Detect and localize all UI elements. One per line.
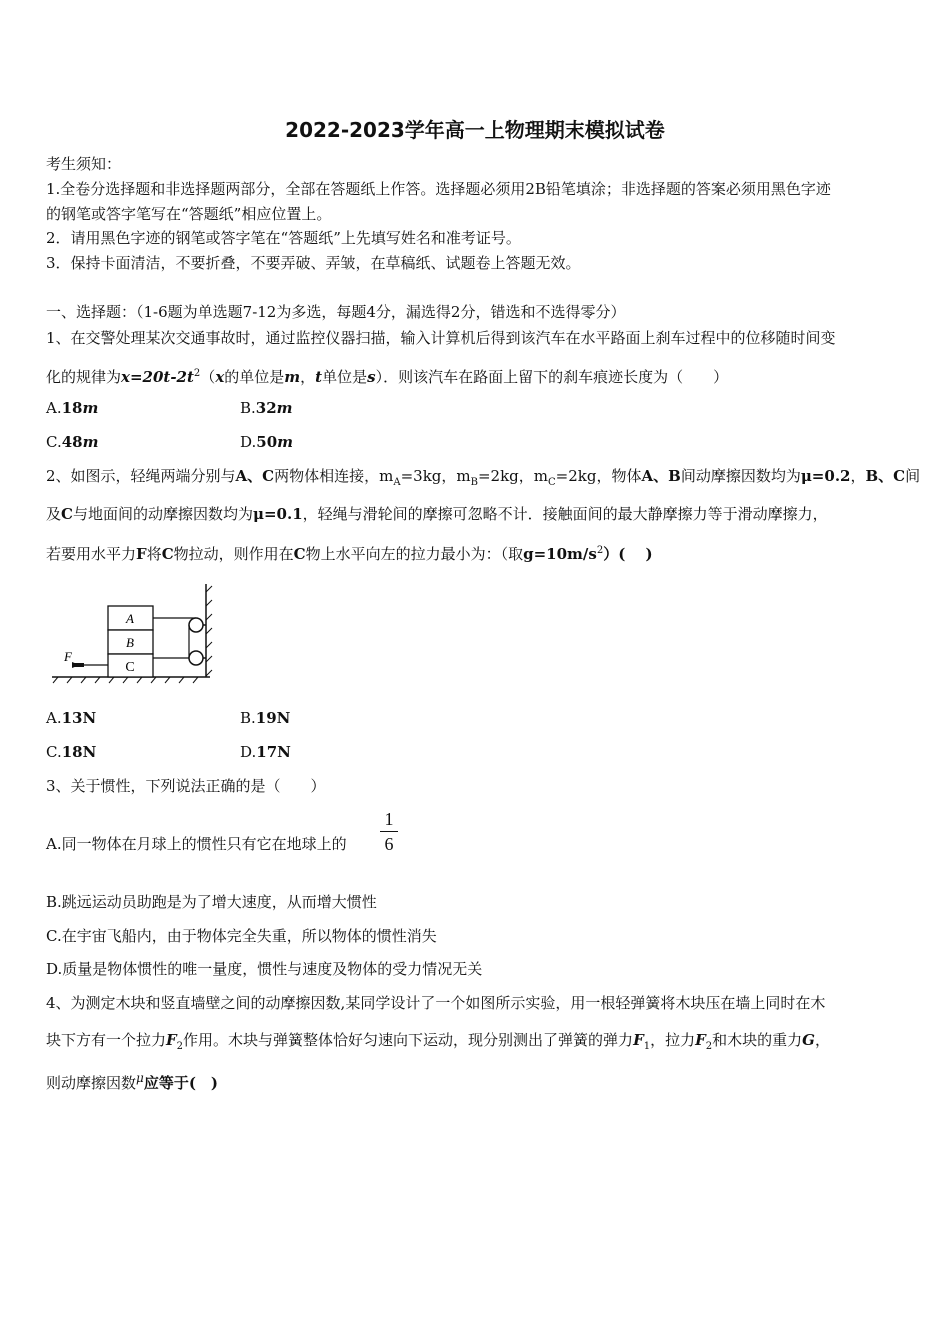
q4-stem-line2: 块下方有一个拉力$F_2$作用。木块与弹簧整体恰好匀速向下运动，现分别测出了弹簧的弹力$F_1$，拉力$F_2$和木块的重力G， bbox=[46, 1031, 830, 1052]
q2-stem-line3: 若要用水平力F将C物拉动，则作用在C物上水平向左的拉力最小为：（取$g=10m/s^2$）( ) bbox=[46, 545, 653, 563]
q3-option-b: B.跳远运动员助跑是为了增大速度，从而增大惯性 bbox=[46, 893, 377, 911]
pulley-lower bbox=[189, 651, 203, 665]
q3-option-a: A.同一物体在月球上的惯性只有它在地球上的 bbox=[46, 835, 347, 853]
label-c: C bbox=[125, 660, 135, 675]
q1-stem-line2: 化的规律为$x=20t-2t^2(x$的单位是m，t单位是s）．则该汽车在路面上留下的刹车痕迹长度为（ ） bbox=[46, 368, 729, 386]
q1-option-c: C.48m bbox=[46, 433, 99, 451]
section-heading: 一、选择题：（1-6题为单选题7-12为多选，每题4分，漏选得2分，错选和不选得零分） bbox=[46, 303, 626, 321]
q4-stem-line3: 则动摩擦因数$^\mu$应等于( ) bbox=[46, 1071, 219, 1092]
notice-item-2: 2．请用黑色字迹的钢笔或答字笔在“答题纸”上先填写姓名和准考证号。 bbox=[46, 229, 521, 247]
q1-stem-line1: 1、在交警处理某次交通事故时，通过监控仪器扫描，输入计算机后得到该汽车在水平路面上刹车过程中的位移随时间变 bbox=[46, 329, 836, 347]
q2-stem-line2: 及C与地面间的动摩擦因数均为μ=0.1，轻绳与滑轮间的摩擦可忽略不计．接触面间的最大静摩擦力等于滑动摩擦力， bbox=[46, 505, 828, 523]
label-b: B bbox=[126, 635, 134, 650]
notice-item-3: 3．保持卡面清洁，不要折叠，不要弄破、弄皱，在草稿纸、试题卷上答题无效。 bbox=[46, 254, 581, 272]
label-f: F bbox=[64, 649, 72, 664]
q3-stem: 3、关于惯性，下列说法正确的是（ ） bbox=[46, 777, 326, 795]
q1-option-a: A.18m bbox=[46, 399, 99, 417]
label-a: A bbox=[126, 611, 134, 626]
q2-stem-line1: 2、如图示，轻绳两端分别与A、C两物体相连接，$m_A=3kg$，$m_B=2kg$，$m_C=2kg$，物体A、B间动摩擦因数均为μ=0.2，B、C间 bbox=[46, 467, 921, 488]
q1-option-d: D.50m bbox=[240, 433, 294, 451]
q1-formula: x=20t-2t bbox=[121, 368, 194, 386]
exam-title: 2022-2023学年高一上物理期末模拟试卷 bbox=[285, 118, 665, 142]
q4-stem-line1: 4、为测定木块和竖直墙壁之间的动摩擦因数,某同学设计了一个如图所示实验，用一根轻弹簧将木块压在墙上同时在木 bbox=[46, 994, 826, 1012]
notice-item-1a: 1.全卷分选择题和非选择题两部分，全部在答题纸上作答。选择题必须用2B铅笔填涂；非选择题的答案必须用黑色字迹 bbox=[46, 180, 831, 198]
q2-option-a: A.13N bbox=[46, 709, 97, 727]
q1-option-b: B.32m bbox=[240, 399, 293, 417]
pulley-upper bbox=[189, 618, 203, 632]
q2-option-d: D.17N bbox=[240, 743, 291, 761]
notice-item-1b: 的钢笔或答字笔写在“答题纸”相应位置上。 bbox=[46, 205, 332, 223]
notice-heading: 考生须知： bbox=[46, 155, 122, 173]
pulley-diagram bbox=[50, 578, 220, 688]
q3-option-d: D.质量是物体惯性的唯一量度，惯性与速度及物体的受力情况无关 bbox=[46, 960, 483, 978]
q2-option-b: B.19N bbox=[240, 709, 291, 727]
q3-fraction: 1 6 bbox=[380, 808, 398, 855]
q3-option-c: C.在宇宙飞船内，由于物体完全失重，所以物体的惯性消失 bbox=[46, 927, 437, 945]
q2-option-c: C.18N bbox=[46, 743, 97, 761]
